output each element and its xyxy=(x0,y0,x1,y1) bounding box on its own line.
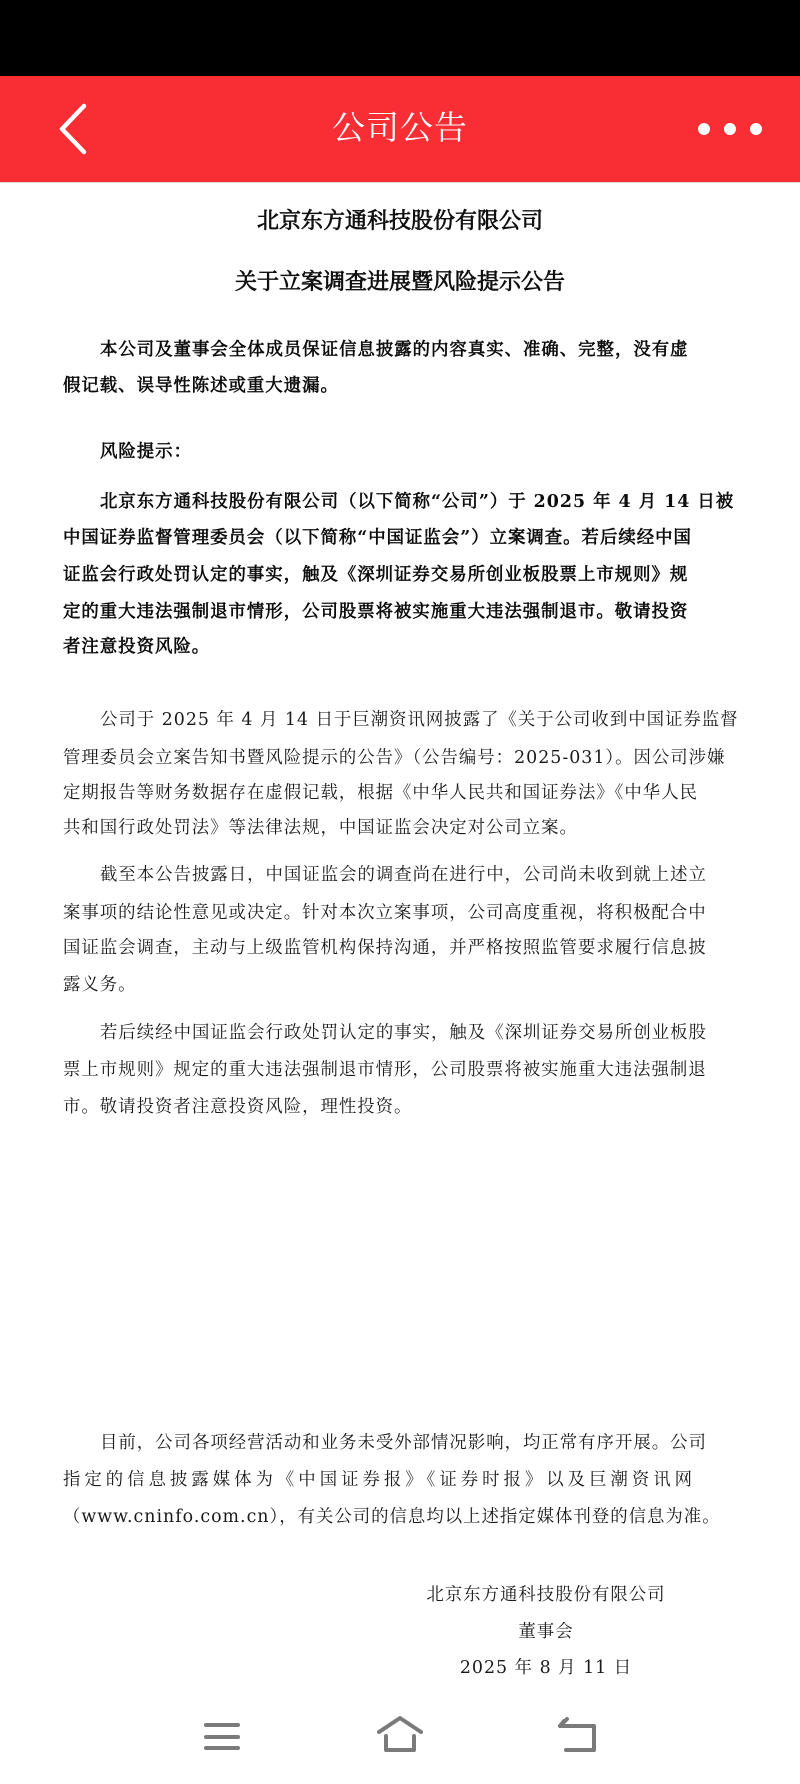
paragraph-line: 国证监会调查，主动与上级监管机构保持沟通，并严格按照监管要求履行信息披 xyxy=(63,938,707,958)
signature-date: 2025 年 8 月 11 日 xyxy=(459,1658,633,1678)
signature-company: 北京东方通科技股份有限公司 xyxy=(426,1585,666,1605)
nav-menu-button[interactable] xyxy=(192,1712,252,1758)
paragraph-line: 市。敬请投资者注意投资风险，理性投资。 xyxy=(63,1097,413,1117)
paragraph-line: 案事项的结论性意见或决定。针对本次立案事项，公司高度重视，将积极配合中 xyxy=(63,903,707,923)
paragraph-line: 指定的信息披露媒体为《中国证券报》《证券时报》以及巨潮资讯网 xyxy=(63,1470,697,1490)
paragraph-line: 公司于 2025 年 4 月 14 日于巨潮资讯网披露了《关于公司收到中国证券监督 xyxy=(100,710,739,730)
paragraph-line: 目前，公司各项经营活动和业务未受外部情况影响，均正常有序开展。公司 xyxy=(100,1433,707,1453)
statement-line: 假记载、误导性陈述或重大遗漏。 xyxy=(63,376,339,396)
back-button[interactable] xyxy=(44,96,104,162)
nav-home-button[interactable] xyxy=(370,1712,430,1758)
risk-line: 者注意投资风险。 xyxy=(63,637,211,657)
app-header xyxy=(0,76,800,183)
status-bar xyxy=(0,0,800,76)
paragraph-line: （www.cninfo.com.cn），有关公司的信息均以上述指定媒体刊登的信息为准。 xyxy=(63,1507,721,1527)
risk-line: 证监会行政处罚认定的事实，触及《深圳证券交易所创业板股票上市规则》规 xyxy=(63,565,689,585)
announcement-document xyxy=(0,183,800,1683)
document-title-subject: 关于立案调查进展暨风险提示公告 xyxy=(234,270,565,295)
signature-board: 董事会 xyxy=(518,1622,574,1642)
risk-line: 定的重大违法强制退市情形，公司股票将被实施重大违法强制退市。敬请投资 xyxy=(63,602,689,622)
system-nav-bar xyxy=(0,1684,800,1784)
paragraph-line: 若后续经中国证监会行政处罚认定的事实，触及《深圳证券交易所创业板股 xyxy=(100,1023,707,1043)
statement-line: 本公司及董事会全体成员保证信息披露的内容真实、准确、完整，没有虚 xyxy=(100,340,689,360)
nav-back-button[interactable] xyxy=(550,1712,610,1758)
paragraph-line: 露义务。 xyxy=(63,975,137,995)
paragraph-line: 共和国行政处罚法》等法律法规，中国证监会决定对公司立案。 xyxy=(63,818,578,838)
risk-heading: 风险提示： xyxy=(100,442,192,462)
more-options-button[interactable] xyxy=(690,106,770,152)
risk-line: 北京东方通科技股份有限公司（以下简称“公司”）于 2025 年 4 月 14 日被 xyxy=(100,492,735,512)
paragraph-line: 管理委员会立案告知书暨风险提示的公告》（公告编号：2025-031）。因公司涉嫌 xyxy=(63,748,726,768)
page-title: 公司公告 xyxy=(332,108,468,147)
paragraph-line: 截至本公告披露日，中国证监会的调查尚在进行中，公司尚未收到就上述立 xyxy=(100,865,707,885)
risk-line: 中国证券监督管理委员会（以下简称“中国证监会”）立案调查。若后续经中国 xyxy=(63,528,692,548)
paragraph-line: 定期报告等财务数据存在虚假记载，根据《中华人民共和国证券法》《中华人民 xyxy=(63,783,698,803)
document-title-company: 北京东方通科技股份有限公司 xyxy=(256,209,543,234)
paragraph-line: 票上市规则》规定的重大违法强制退市情形，公司股票将被实施重大违法强制退 xyxy=(63,1060,707,1080)
